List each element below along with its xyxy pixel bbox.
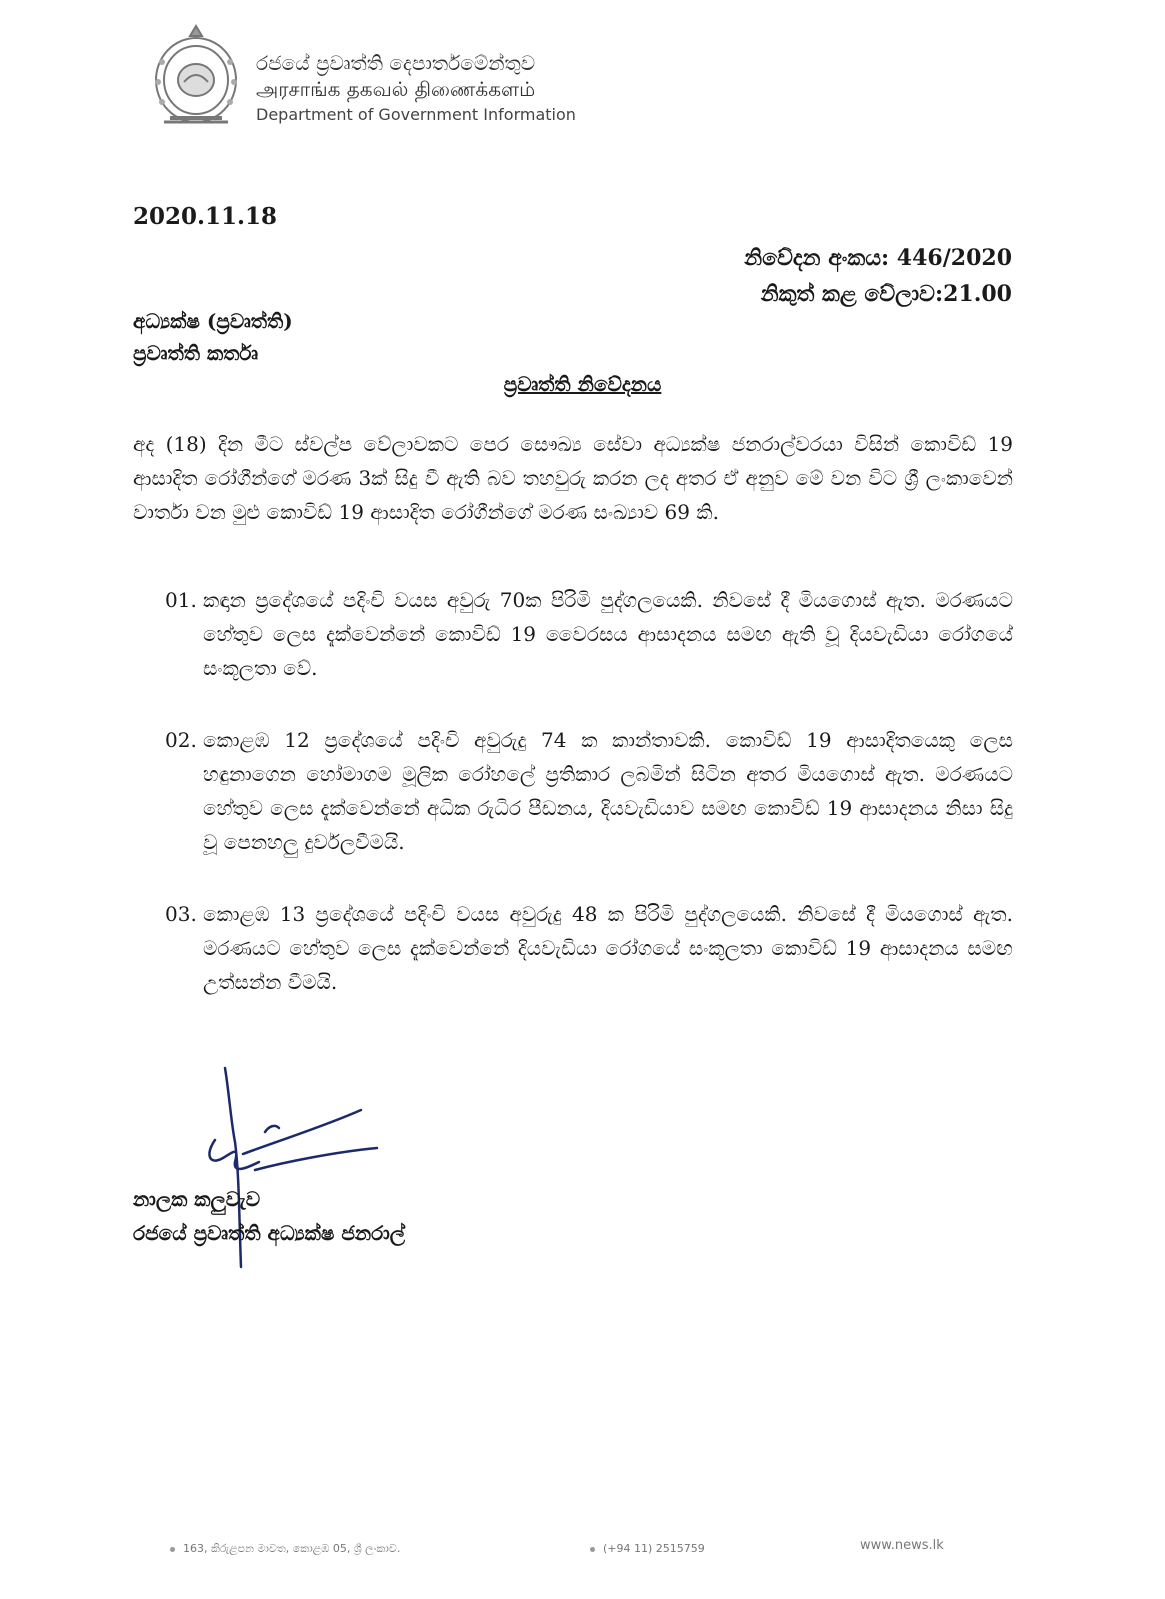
recipient-director: අධ්‍යක්ෂ (ප්‍රවෘත්ති): [133, 309, 293, 333]
list-item: [165, 583, 1013, 685]
org-name-sinhala: රජයේ ප්‍රවෘත්ති දෙපාර්තමේන්තුව: [256, 51, 536, 75]
sri-lanka-emblem-icon: [150, 22, 242, 128]
release-meta: [744, 240, 1012, 312]
death-list: [165, 583, 1013, 1037]
org-name-english: Department of Government Information: [256, 105, 576, 124]
document-title: ප්‍රවෘත්ති නිවේදනය: [503, 372, 662, 396]
letterhead: [150, 22, 620, 132]
address-text: 163, කිරුළපන මාවත, කොළඹ 05, ශ්‍රී ලංකාව.: [183, 1542, 401, 1555]
list-item: [165, 897, 1013, 999]
item-number: 01.: [165, 588, 197, 612]
item-text: කොළඹ 13 ප්‍රදේශයේ පදිංචි වයස අවුරුදු 48 ක පිරිමි පුද්ගලයෙකි. නිවසේ දී මියගොස් ඇත. මරණයට හේතුව ලෙස දැක්වෙන්නේ දියවැඩියා රෝගයේ සංකූලතා කොවිඩ් 19 ආසාදනය සමඟ උත්සන්න වීමයි.: [203, 902, 1013, 994]
signatory-title: රජයේ ප්‍රවෘත්ති අධ්‍යක්ෂ ජනරාල්: [133, 1221, 406, 1245]
recipients: [133, 305, 293, 369]
footer-address: [170, 1538, 400, 1560]
organization-name: [256, 50, 576, 128]
item-text: කඳාන ප්‍රදේශයේ පදිංචි වයස අවුරු 70ක පිරිමි පුද්ගලයෙකි. නිවසේ දී මියගොස් ඇත. මරණයට හේතුව ලෙස දැක්වෙන්නේ කොවිඩ් 19 වෛරසය ආසාදනය සමඟ ඇති වූ දියවැඩියා රෝගයේ සංකූලතා වේ.: [203, 588, 1013, 680]
item-number: 02.: [165, 728, 197, 752]
org-name-tamil: அரசாங்க தகவல் திணைக்களம்: [256, 77, 536, 101]
phone-text: (+94 11) 2515759: [603, 1542, 705, 1555]
release-number: නිවේදන අංකය: 446/2020: [744, 245, 1012, 271]
footer-website[interactable]: www.news.lk: [860, 1538, 944, 1553]
signatory-name: නාලක කලුවැව: [133, 1187, 261, 1211]
list-item: [165, 723, 1013, 859]
item-number: 03.: [165, 902, 197, 926]
footer: [160, 1530, 1000, 1599]
footer-phone: [590, 1538, 705, 1560]
phone-icon: [590, 1547, 595, 1552]
intro-paragraph: අද (18) දින මීට ස්වල්ප වේලාවකට පෙර සෞඛ්‍ය සේවා අධ්‍යක්ෂ ජනරාල්වරයා විසින් කොවිඩ් 19 ආසාදිත රෝගීන්ගේ මරණ 3ක් සිදු වී ඇති බව තහවුරු කරන ලද අතර ඒ අනුව මේ වන විට ශ්‍රී ලංකාවෙන් වාර්තා වන මුළු කොවිඩ් 19 ආසාදිත රෝගීන්ගේ මරණ සංඛ්‍යාව 69 කි.: [133, 432, 1013, 524]
item-text: කොළඹ 12 ප්‍රදේශයේ පදිංචි අවුරුදු 74 ක කාන්තාවකි. කොවිඩ් 19 ආසාදිතයෙකු ලෙස හඳුනාගෙන හෝමාගම මූලික රෝහලේ ප්‍රතිකාර ලබමින් සිටින අතර මියගොස් ඇත. මරණයට හේතුව ලෙස දැක්වෙන්නේ අධික රුධිර පීඩනය, දියවැඩියාව සමඟ කොවිඩ් 19 ආසාදනය නිසා සිදු වූ පෙනහලු දුර්වලවීමයි.: [203, 728, 1013, 854]
bullet-icon: [170, 1547, 175, 1552]
recipient-editor: ප්‍රවෘත්ති කර්තෘ: [133, 341, 259, 365]
issued-time: නිකුත් කළ වේලාව:21.00: [760, 281, 1012, 307]
release-date: 2020.11.18: [133, 203, 278, 230]
document-title-wrap: [0, 372, 1165, 396]
signatory: [133, 1182, 405, 1250]
